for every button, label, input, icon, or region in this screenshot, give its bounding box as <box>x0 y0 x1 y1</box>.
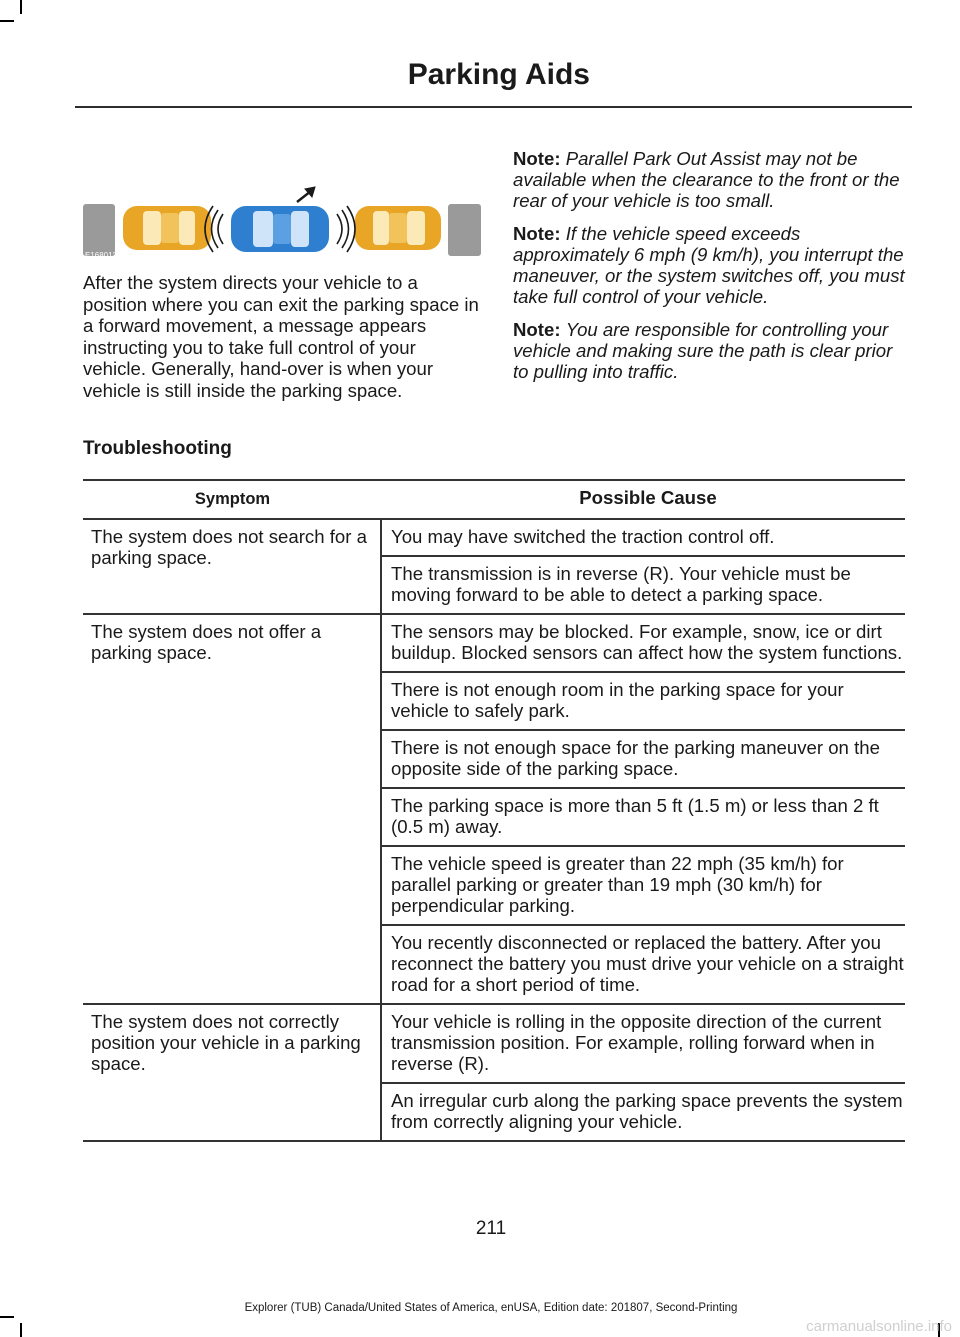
watermark: carmanualsonline.info <box>806 1318 952 1335</box>
parked-car-left <box>123 206 211 250</box>
cause-cell: The transmission is in reverse (R). Your vehicle must be moving forward to be able to detect a parking space. <box>391 563 851 605</box>
exit-direction-arrow-icon <box>297 187 315 202</box>
column-header-symptom: Symptom <box>194 490 271 508</box>
note-speed: Note: If the vehicle speed exceeds approximately 6 mph (9 km/h), you interrupt the maneuver, or the system switches off, you must take full control of your vehicle. <box>513 223 905 307</box>
page-title: Parking Aids <box>407 58 590 91</box>
crop-mark-bottom-left-vertical <box>20 1323 22 1337</box>
cause-cell: An irregular curb along the parking space prevents the system from correctly aligning your vehicle. <box>391 1090 903 1132</box>
figure-code: E168012 <box>85 251 118 260</box>
symptom-cell: The system does not correctly position your vehicle in a parking space. <box>83 1005 382 1140</box>
note-clearance: Note: Parallel Park Out Assist may not be available when the clearance to the front or the rear of your vehicle is too small. <box>513 148 900 211</box>
active-car <box>231 206 329 252</box>
page-number: 211 <box>475 1218 507 1239</box>
cause-cell: There is not enough space for the parking maneuver on the opposite side of the parking space. <box>382 731 905 789</box>
parking-illustration <box>83 184 481 260</box>
troubleshooting-table <box>83 479 905 1142</box>
symptom-cell: The system does not search for a parking space. <box>83 520 382 613</box>
cause-cell: You may have switched the traction control off. <box>382 520 905 557</box>
table-row-group <box>83 615 905 1005</box>
table-row-group <box>83 520 905 615</box>
intro-paragraph: After the system directs your vehicle to a position where you can exit the parking space in a forward movement, a message appears instructing you to take full control of your vehicle. Generally, hand-over is when your vehicle is still inside the parking space. <box>83 272 479 401</box>
table-row-group <box>83 1005 905 1142</box>
crop-mark-top-left-horizontal <box>0 20 14 22</box>
parked-car-right <box>355 206 441 250</box>
cause-cell: The parking space is more than 5 ft (1.5 m) or less than 2 ft (0.5 m) away. <box>382 789 905 847</box>
curb-left-block <box>83 204 115 256</box>
note-responsibility: Note: You are responsible for controlling your vehicle and making sure the path is clear prior to pulling into traffic. <box>513 319 893 382</box>
cause-cell: The vehicle speed is greater than 22 mph (35 km/h) for parallel parking or greater than 19 mph (30 km/h) for perpendicular parking. <box>382 847 905 926</box>
footer-edition-info: Explorer (TUB) Canada/United States of America, enUSA, Edition date: 201807, Second-Printing <box>244 1302 738 1314</box>
curb-right-block <box>448 204 481 256</box>
sensor-waves-right-icon <box>337 206 355 252</box>
notes-column <box>513 148 905 394</box>
cause-cell: Your vehicle is rolling in the opposite direction of the current transmission position. For example, rolling forward when in reverse (R). <box>382 1005 905 1084</box>
cause-cell: There is not enough room in the parking space for your vehicle to safely park. <box>382 673 905 731</box>
crop-mark-top-left-vertical <box>20 0 22 14</box>
crop-mark-bottom-left-horizontal <box>0 1316 14 1318</box>
header-divider <box>75 106 912 108</box>
symptom-cell: The system does not offer a parking space. <box>83 615 382 1003</box>
troubleshooting-heading: Troubleshooting <box>83 438 232 459</box>
cause-cell: You recently disconnected or replaced the battery. After you reconnect the battery you must drive your vehicle on a straight road for a short period of time. <box>391 932 904 995</box>
column-header-cause: Possible Cause <box>579 487 717 508</box>
cause-cell: The sensors may be blocked. For example, snow, ice or dirt buildup. Blocked sensors can affect how the system functions. <box>382 615 905 673</box>
table-header <box>83 479 905 520</box>
